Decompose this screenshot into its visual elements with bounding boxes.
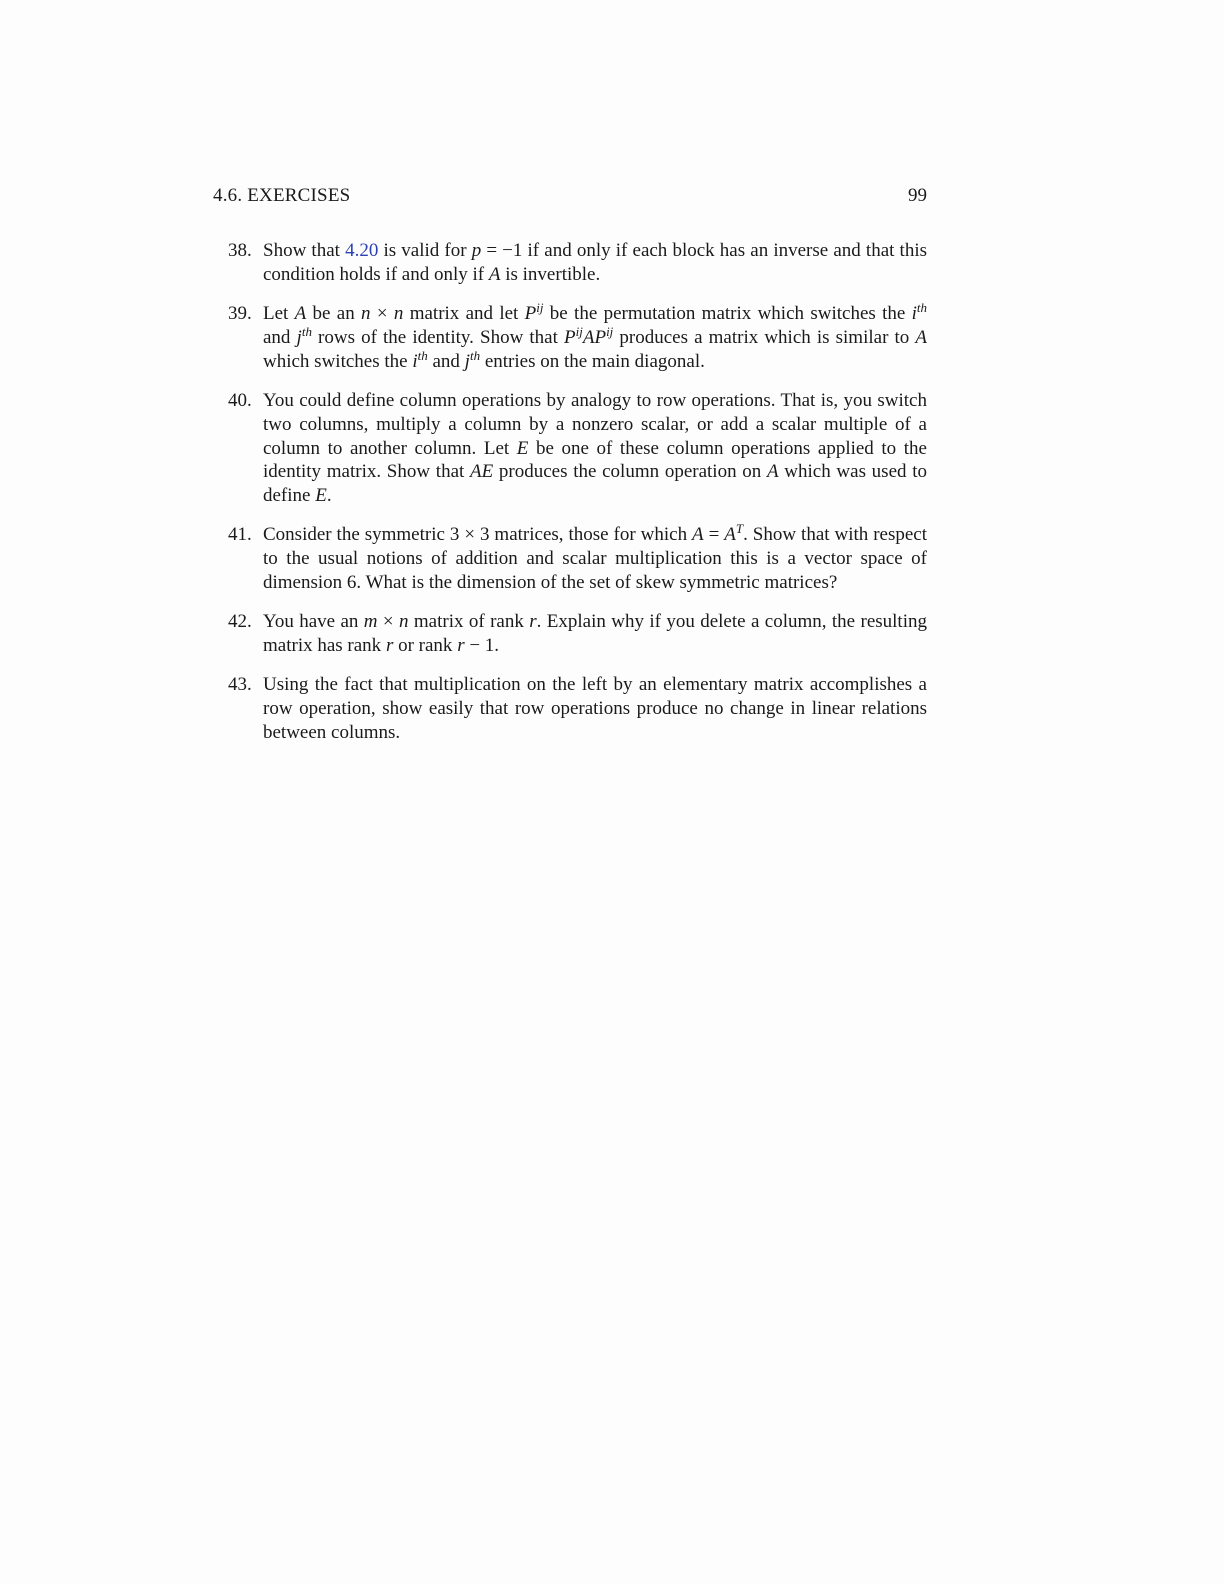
exercise-43 <box>228 673 927 744</box>
exercise-text: Let A be an n × n matrix and let $P^{ij}$ be the permutation matrix which switches the $i^{th}$ and $j^{th}$ rows of the identity. Show that $P^{ij}AP^{ij}$ produces a matrix which is similar to A which switches the $i^{th}$ and $j^{th}$ entries on the main diagonal. <box>263 300 928 372</box>
exercise-text: You could define column operations by analogy to row operations. That is, you switch two columns, multiply a column by a nonzero scalar, or add a scalar multiple of a column to another column. Let E be one of these column operations applied to the identity matrix. Show that AE produces the column operation on A which was used to define E. <box>263 389 927 507</box>
exercise-40 <box>228 389 927 508</box>
equation-reference-link[interactable]: 4.20 <box>345 240 379 261</box>
exercise-text: Consider the symmetric 3 × 3 matrices, those for which $A = A^T$. Show that with respect to the usual notions of addition and scalar multiplication this is a vector space of dimension 6. What is the dimension of the set of skew symmetric matrices? <box>263 521 928 594</box>
exercise-number: 39. <box>228 303 252 325</box>
exercise-number: 42. <box>228 611 252 633</box>
exercise-number: 43. <box>228 674 252 696</box>
exercise-38 <box>228 239 927 287</box>
section-title: 4.6. EXERCISES <box>213 185 351 206</box>
exercise-text: Show that 4.20 is valid for p = −1 if and only if each block has an inverse and that this condition holds if and only if A is invertible. <box>263 240 927 285</box>
exercise-number: 41. <box>228 524 252 546</box>
exercise-list <box>228 239 927 760</box>
page-number: 99 <box>908 185 927 206</box>
exercise-42 <box>228 610 927 658</box>
exercise-39 <box>228 302 927 373</box>
exercise-number: 40. <box>228 389 252 411</box>
exercise-text: You have an m × n matrix of rank r. Explain why if you delete a column, the resulting matrix has rank r or rank r − 1. <box>263 611 927 657</box>
exercise-text: Using the fact that multiplication on the left by an elementary matrix accomplishes a row operation, show easily that row operations produce no change in linear relations between columns. <box>263 674 927 744</box>
exercise-number: 38. <box>228 240 252 261</box>
exercise-41 <box>228 523 927 594</box>
